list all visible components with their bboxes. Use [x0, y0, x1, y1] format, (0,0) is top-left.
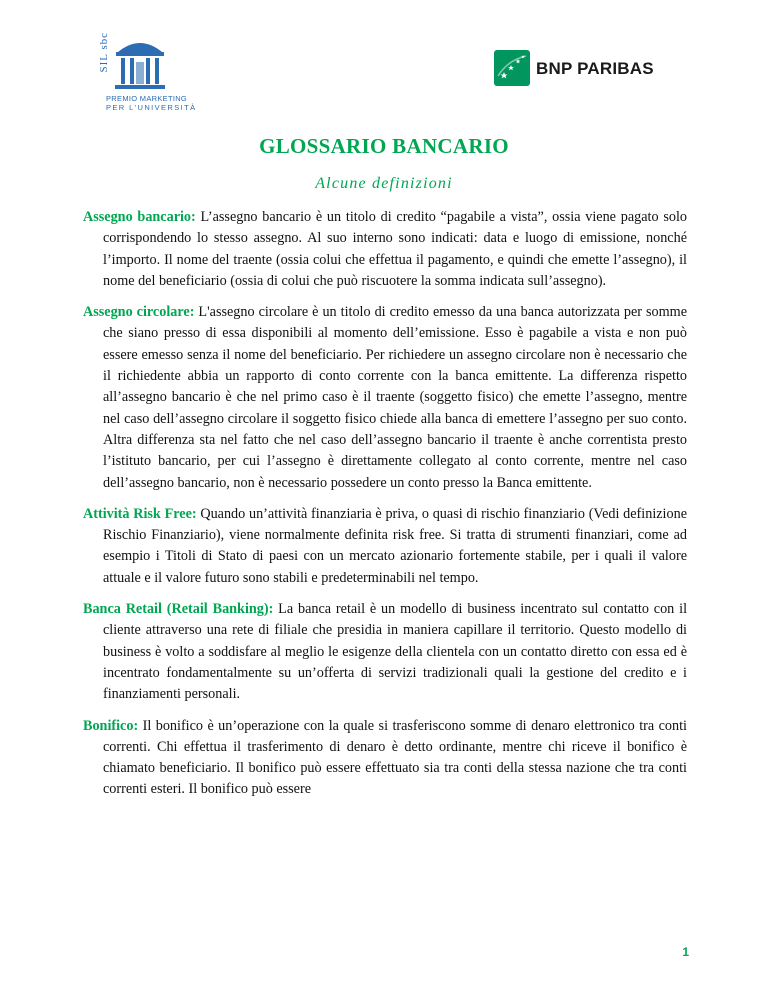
logo-caption-line1: PREMIO MARKETING: [106, 94, 188, 103]
glossary-list: [83, 207, 687, 811]
glossary-definition: La banca retail è un modello di business incentrato sul contatto con il cliente attraverso una rete di filiale che presidia in maniera capillare il territorio. Questo modello di business è volto a soddisfare al meglio le esigenze della clientela con un contatto diretto con essa ed è incentrato fondamentalmente su un’offerta di servizi tradizionali quali la gestione del credito e i finanziamenti personali.: [103, 601, 688, 703]
premio-marketing-logo: [78, 28, 197, 112]
glossary-term: Bonifico:: [83, 717, 139, 734]
glossary-term: Assegno bancario:: [83, 209, 196, 225]
logo-vertical-text: SIL sbc: [98, 32, 110, 73]
page-number: 1: [682, 945, 689, 959]
glossary-entry-attivita-risk-free: [83, 504, 687, 589]
glossary-definition: Quando un’attività finanziaria è priva, o quasi di rischio finanziario (Vedi definizione Rischio Finanziario), viene normalmente definita risk free. Si tratta di strumenti finanziari, come ad esempio i Titoli di Stato di paesi con un mercato azionario fortemente stabile, per i quali il valore attuale e il valore futuro sono stabili e predeterminabili nel tempo.: [103, 505, 687, 586]
glossary-entry-assegno-bancario: [83, 207, 687, 292]
bnp-brand-name: BNP PARIBAS: [536, 59, 654, 78]
glossary-definition: L'assegno circolare è un titolo di credito emesso da una banca autorizzata per somme che siano presso di essa disponibili al momento dell’emissione. Esso è pagabile a vista e non può essere emesso senza il nome del beneficiario. Per richiedere un assegno circolare non è necessario che il richiedente abbia un rapporto di conto corrente con la banca emittente. La differenza rispetto all’assegno bancario è che nel primo caso è il traente (soggetto fisico) che emette l’assegno, mentre nel caso dell’assegno circolare il soggetto fisico chiede alla banca di emettere l’assegno per suo conto. Altra differenza sta nel fatto che nel caso dell’assegno bancario il traente è anche correntista presto l’istituto bancario, per cui l’assegno è direttamente collegato al conto corrente, mentre nel caso dell’assegno bancario, non è necessario possedere un conto presso la Banca emittente.: [103, 304, 687, 491]
page-subtitle: Alcune definizioni: [315, 175, 453, 192]
glossary-entry-banca-retail: [83, 599, 687, 705]
glossary-definition: Il bonifico è un’operazione con la quale si trasferiscono somme di denaro elettronico tra conti correnti. Chi effettua il trasferimento di denaro è detto ordinante, mentre chi riceve il bonifico è chiamato beneficiario. Il bonifico può essere effettuato sia tra conti della stessa nazione che tra conti correnti esteri. Il bonifico può essere: [103, 717, 687, 798]
logo-caption-line2: PER L'UNIVERSITÀ: [106, 103, 197, 112]
glossary-definition: L’assegno bancario è un titolo di credito “pagabile a vista”, ossia viene pagato solo corrispondendo lo stesso assegno. Al suo interno sono indicati: data e luogo di emissione, nonché l’importo. Il nome del traente (ossia colui che effettua il pagamento, e quindi che emette l’assegno), il nome del beneficiario (ossia di colui che può riscuotere la somma indicata sull’assegno).: [103, 209, 687, 289]
glossary-entry-assegno-circolare: [83, 302, 687, 494]
glossary-term: Attività Risk Free:: [83, 505, 197, 522]
glossary-entry-bonifico: [83, 716, 687, 801]
temple-icon: [112, 36, 168, 92]
page-title: GLOSSARIO BANCARIO: [259, 134, 509, 158]
bnp-stars-icon: [494, 50, 530, 86]
glossary-term: Banca Retail (Retail Banking):: [83, 601, 274, 618]
glossary-term: Assegno circolare:: [83, 304, 195, 321]
bnp-paribas-logo: [494, 50, 674, 88]
